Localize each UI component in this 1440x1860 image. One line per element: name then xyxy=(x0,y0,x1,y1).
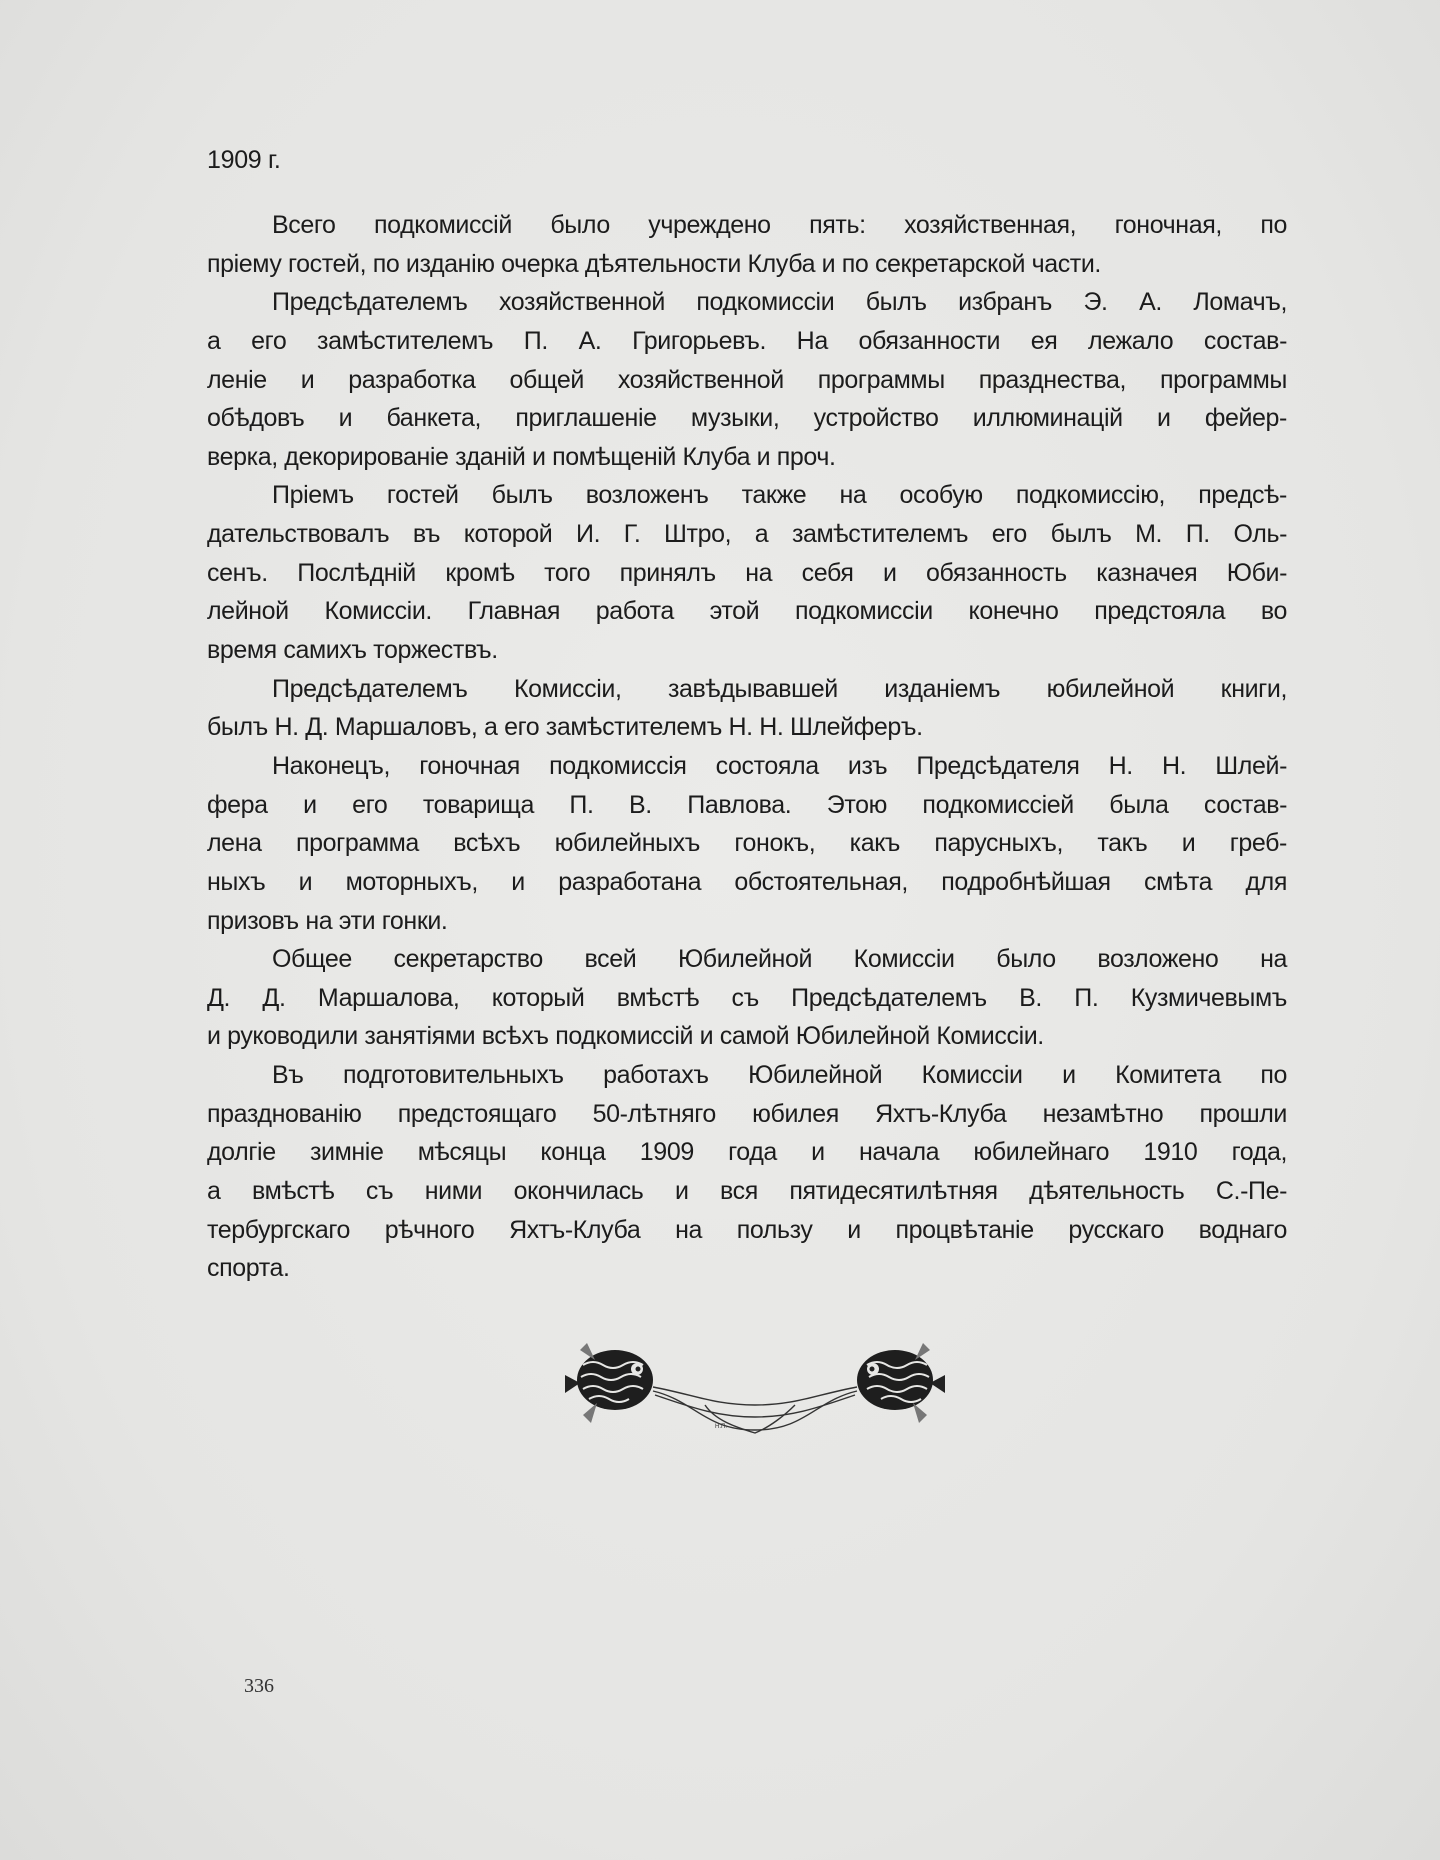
text-line: лена программа всѣхъ юбилейныхъ гонокъ, какъ парусныхъ, такъ и греб- xyxy=(207,829,1287,858)
text-line: пріему гостей, по изданію очерка дѣятельности Клуба и по секретарской части. xyxy=(207,249,1101,278)
illustrator-signature: Н.П. xyxy=(715,1424,727,1430)
text-line: Общее секретарство всей Юбилейной Комиссіи было возложено на xyxy=(272,945,1287,974)
text-line: празднованію предстоящаго 50-лѣтняго юбилея Яхтъ-Клуба незамѣтно прошли xyxy=(207,1099,1287,1128)
text-line: призовъ на эти гонки. xyxy=(207,906,448,935)
text-line: Пріемъ гостей былъ возложенъ также на особую подкомиссію, предсѣ- xyxy=(272,481,1287,510)
text-line: верка, декорированіе зданій и помѣщеній Клуба и проч. xyxy=(207,442,836,471)
text-line: спорта. xyxy=(207,1254,290,1283)
fish-ornament-illustration xyxy=(555,1335,955,1435)
body-text xyxy=(207,206,1287,1288)
text-line: обѣдовъ и банкета, приглашеніе музыки, устройство иллюминацій и фейер- xyxy=(207,404,1287,433)
text-line: дательствовалъ въ которой И. Г. Штро, а замѣстителемъ его былъ М. П. Оль- xyxy=(207,520,1287,549)
seaweed-strands xyxy=(653,1387,857,1433)
text-line: Въ подготовительныхъ работахъ Юбилейной Комиссіи и Комитета по xyxy=(272,1061,1287,1090)
text-line: Д. Д. Маршалова, который вмѣстѣ съ Предсѣдателемъ В. П. Кузмичевымъ xyxy=(207,983,1287,1012)
text-line: сенъ. Послѣдній кромѣ того принялъ на себя и обязанность казначея Юби- xyxy=(207,558,1287,587)
text-line: Наконецъ, гоночная подкомиссія состояла изъ Предсѣдателя Н. Н. Шлей- xyxy=(272,751,1287,780)
year-heading: 1909 г. xyxy=(207,146,281,174)
text-line: былъ Н. Д. Маршаловъ, а его замѣстителемъ Н. Н. Шлейферъ. xyxy=(207,713,923,742)
right-fish-icon xyxy=(857,1343,945,1423)
text-line: Всего подкомиссій было учреждено пять: хозяйственная, гоночная, по xyxy=(272,211,1287,239)
text-line: Предсѣдателемъ Комиссіи, завѣдывавшей изданіемъ юбилейной книги, xyxy=(272,674,1287,703)
text-line: фера и его товарища П. В. Павлова. Этою подкомиссіей была состав- xyxy=(207,790,1287,819)
left-fish-icon xyxy=(565,1343,653,1423)
text-line: время самихъ торжествъ. xyxy=(207,636,498,665)
text-line: Предсѣдателемъ хозяйственной подкомиссіи былъ избранъ Э. А. Ломачъ, xyxy=(272,288,1287,317)
text-line: долгіе зимніе мѣсяцы конца 1909 года и начала юбилейнаго 1910 года, xyxy=(207,1138,1287,1167)
text-line: леніе и разработка общей хозяйственной программы празднества, программы xyxy=(207,365,1287,394)
text-line: тербургскаго рѣчного Яхтъ-Клуба на пользу и процвѣтаніе русскаго воднаго xyxy=(207,1215,1287,1244)
text-line: ныхъ и моторныхъ, и разработана обстоятельная, подробнѣйшая смѣта для xyxy=(207,867,1287,896)
text-line: а его замѣстителемъ П. А. Григорьевъ. На обязанности ея лежало состав- xyxy=(207,326,1287,355)
text-line: и руководили занятіями всѣхъ подкомиссій и самой Юбилейной Комиссіи. xyxy=(207,1022,1044,1051)
text-line: лейной Комиссіи. Главная работа этой подкомиссіи конечно предстояла во xyxy=(207,597,1287,626)
text-line: а вмѣстѣ съ ними окончилась и вся пятидесятилѣтняя дѣятельность С.-Пе- xyxy=(207,1177,1287,1206)
page-number: 336 xyxy=(244,1675,274,1697)
